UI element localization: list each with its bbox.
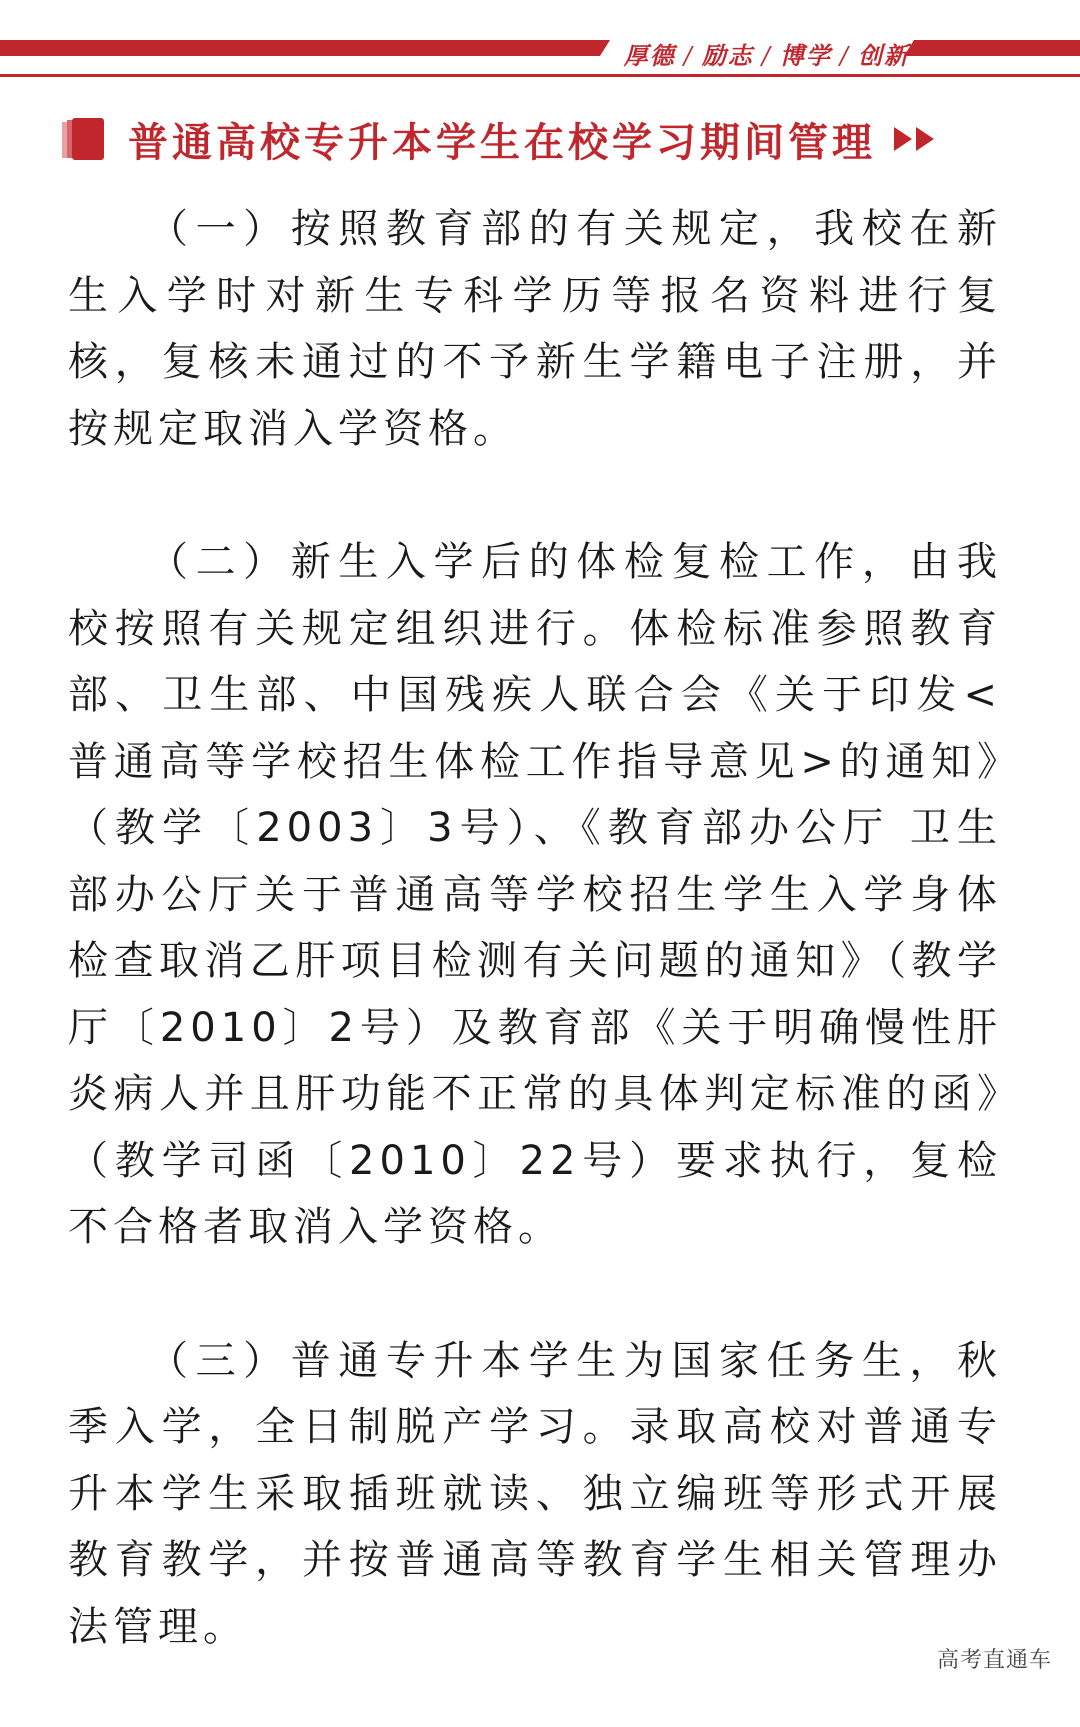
- double-arrow-icon: [892, 125, 938, 153]
- motto-word: 厚德: [623, 41, 676, 70]
- stacked-pages-icon: [62, 116, 106, 162]
- paragraph-2: （二）新生入学后的体检复检工作，由我校按照有关规定组织进行。体检标准参照教育部、卫生部、中国残疾人联合会《关于印发<普通高等学校招生体检工作指导意见>的通知》（教学〔2003〕3号）、《教育部办公厅 卫生部办公厅关于普通高等学校招生学生入学身体检查取消乙肝项目检测有关问题的通知》（教学厅〔2010〕2号）及教育部《关于明确慢性肝炎病人并且肝功能不正常的具体判定标准的函》（教学司函〔2010〕22号）要求执行，复检不合格者取消入学资格。: [68, 539, 1002, 1250]
- motto-text: [624, 36, 910, 71]
- section-heading: [62, 110, 1022, 168]
- motto-word: 博学: [779, 41, 832, 70]
- motto-word: 创新: [858, 41, 910, 70]
- page-title: 普通高校专升本学生在校学习期间管理: [128, 119, 876, 166]
- motto-separator: /: [761, 42, 772, 70]
- article-body: [68, 196, 1002, 1727]
- paragraph-1: （一）按照教育部的有关规定，我校在新生入学时对新生专科学历等报名资料进行复核，复核未通过的不予新生学籍电子注册，并按规定取消入学资格。: [68, 206, 1002, 452]
- header-decoration-band: [0, 0, 1080, 90]
- motto-separator: /: [839, 42, 850, 70]
- motto-separator: /: [683, 42, 694, 70]
- watermark-text: 高考直通车: [936, 1648, 1052, 1673]
- motto-word: 励志: [701, 41, 754, 70]
- paragraph-3: （三）普通专升本学生为国家任务生，秋季入学，全日制脱产学习。录取高校对普通专升本学生采取插班就读、独立编班等形式开展教育教学，并按普通高等教育学生相关管理办法管理。: [68, 1337, 1002, 1650]
- header-stripes: [0, 0, 1080, 90]
